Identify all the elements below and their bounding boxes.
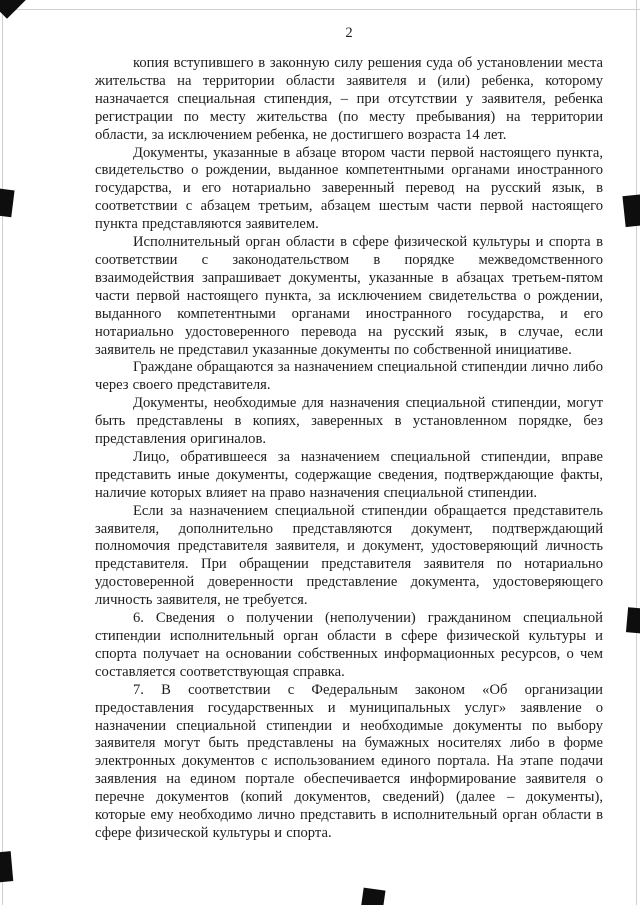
paragraph-item-7: 7. В соответствии с Федеральным законом «Об организации предоставления государственных и муниципальных услуг» заявление о назначении специальной стипендии и необходимые документы по выбору заявителя могут быть представлены на бумажных носителях либо в форме электронных документов с использованием единого портала. На этапе подачи заявления на едином портале обеспечивается информирование заявителя о перечне документов (копий документов, сведений) (далее – документы), которые ему необходимо лично представить в исполнительный орган области в сфере физической культуры и спорта. xyxy=(95,681,603,841)
scan-mark-right-upper xyxy=(622,194,640,227)
page-number: 2 xyxy=(345,25,353,41)
page-content xyxy=(95,24,603,843)
paragraph-copies-certified: Документы, необходимые для назначения специальной стипендии, могут быть представлены в копиях, заверенных в установленном порядке, без представления оригиналов. xyxy=(95,395,603,448)
paragraph-executive-body-requests: Исполнительный орган области в сфере физической культуры и спорта в соответствии с законодательством в порядке межведомственного взаимодействия запрашивает документы, указанные в абзацах третьем-пятом части первой настоящего пункта, за исключением свидетельства о рождении, выданного компетентными органами иностранного государства, и его нотариально удостоверенного перевода на русский язык, в случае, если заявитель не представил указанные документы по собственной инициативе. xyxy=(95,234,603,358)
paragraph-other-documents: Лицо, обратившееся за назначением специальной стипендии, вправе представить иные документы, содержащие сведения, подтверждающие факты, наличие которых влияет на право назначения специальной стипендии. xyxy=(95,448,603,501)
paragraph-item-6: 6. Сведения о получении (неполучении) гражданином специальной стипендии исполнительный орган области в сфере физической культуры и спорта получает на основании собственных информационных ресурсов, о чем составляется соответствующая справка. xyxy=(95,610,603,680)
paragraph-court-decision-copy: копия вступившего в законную силу решения суда об установлении места жительства на территории области заявителя и (или) ребенка, которому назначается специальная стипендия, – при отсутствии у заявителя, ребенка регистрации по месту жительства (по месту пребывания) на территории области, за исключением ребенка, не достигшего возраста 14 лет. xyxy=(95,55,603,143)
scan-mark-left-lower xyxy=(0,851,13,883)
scan-edge-top-line xyxy=(0,9,640,10)
paragraph-citizens-apply: Граждане обращаются за назначением специальной стипендии лично либо через своего представителя. xyxy=(95,359,603,394)
scan-mark-left-upper xyxy=(0,188,15,217)
scan-edge-left-line xyxy=(2,0,3,905)
scan-mark-right-middle xyxy=(626,607,640,634)
paragraph-documents-applicant: Документы, указанные в абзаце втором части первой настоящего пункта, свидетельство о рождении, выданное компетентными органами иностранного государства, и его нотариально заверенный перевод на русский язык, в соответствии с абзацем третьим, абзацем шестым части первой настоящего пункта представляются заявителем. xyxy=(95,144,603,233)
paragraph-representative: Если за назначением специальной стипендии обращается представитель заявителя, дополнительно представляются документ, подтверждающий полномочия представителя заявителя, и документ, удостоверяющий личность представителя. При обращении представителя заявителя по нотариально удостоверенной доверенности представление документа, удостоверяющего личность заявителя, не требуется. xyxy=(95,502,603,609)
scan-mark-bottom xyxy=(361,888,386,905)
scan-edge-right-line xyxy=(636,0,637,905)
